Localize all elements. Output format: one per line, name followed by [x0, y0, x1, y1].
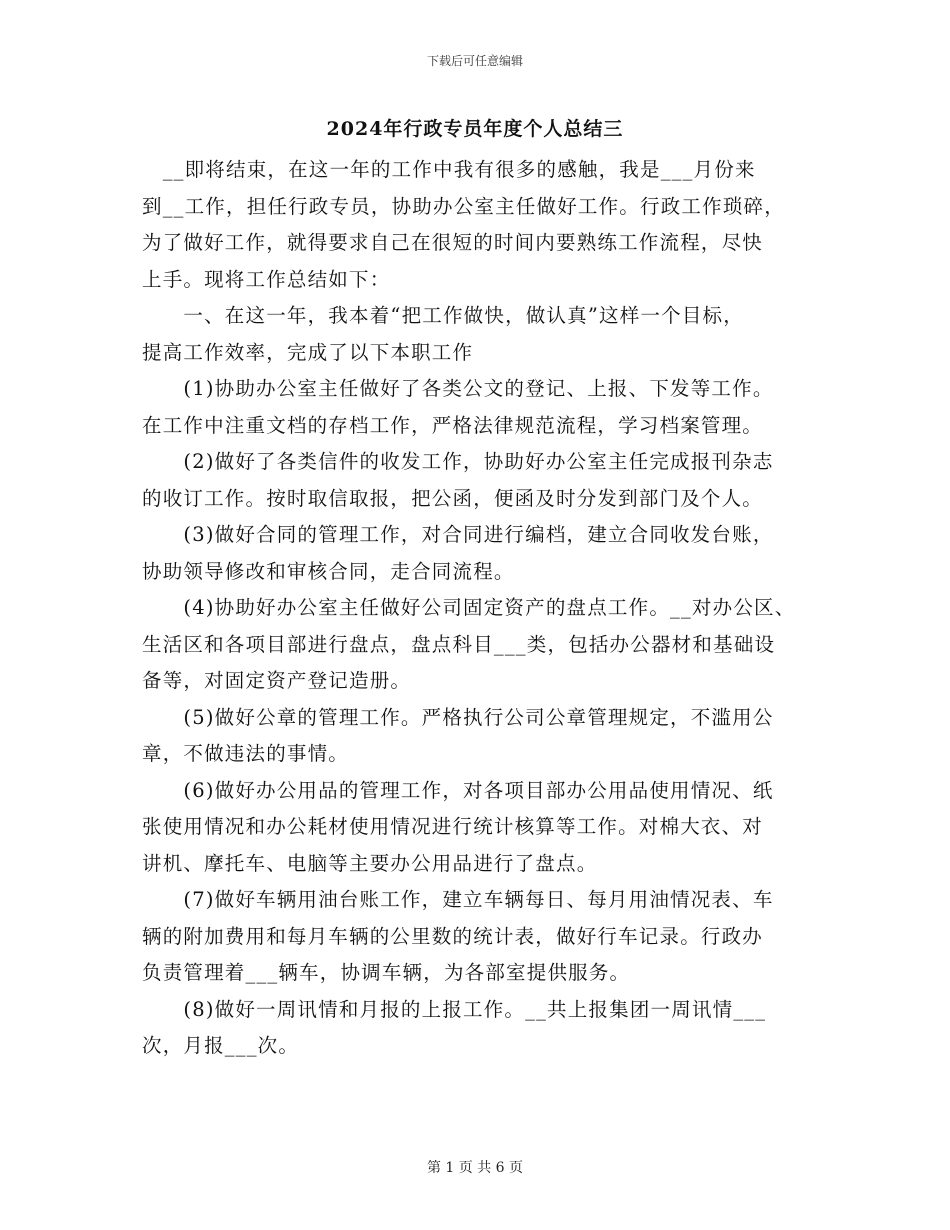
body-line: 讲机、摩托车、电脑等主要办公用品进行了盘点。	[142, 851, 598, 875]
body-line: (2)做好了各类信件的收发工作，协助好办公室主任完成报刊杂志	[142, 450, 774, 473]
body-line: 备等，对固定资产登记造册。	[142, 669, 412, 692]
body-line: 负责管理着___辆车，协调车辆，为各部室提供服务。	[142, 961, 631, 984]
body-line: (6)做好办公用品的管理工作，对各项目部办公用品使用情况、纸	[142, 778, 774, 802]
document-title: 2024年行政专员年度个人总结三	[326, 118, 624, 140]
body-line: 上手。现将工作总结如下：	[142, 267, 391, 291]
body-line: 为了做好工作，就得要求自己在很短的时间内要熟练工作流程，尽快	[142, 231, 764, 254]
body-line: 次，月报___次。	[142, 1034, 300, 1057]
body-line: (8)做好一周讯情和月报的上报工作。__共上报集团一周讯情___	[142, 997, 767, 1021]
body-line: __即将结束，在这一年的工作中我有很多的感触，我是___月份来	[142, 158, 756, 181]
body-line: 在工作中注重文档的存档工作，严格法律规范流程，学习档案管理。	[142, 413, 764, 437]
body-line: 到__工作，担任行政专员，协助办公室主任做好工作。行政工作琐碎，	[142, 194, 785, 218]
body-line: 协助领导修改和审核合同，走合同流程。	[142, 559, 515, 583]
body-line: (5)做好公章的管理工作。严格执行公司公章管理规定，不滥用公	[142, 705, 774, 729]
page-number: 第 1 页 共 6 页	[426, 1160, 524, 1176]
body-line: 生活区和各项目部进行盘点，盘点科目___类，包括办公器材和基础设	[142, 632, 776, 656]
body-line: (1)协助办公室主任做好了各类公文的登记、上报、下发等工作。	[142, 377, 774, 400]
body-line: 的收订工作。按时取信取报，把公函，便函及时分发到部门及个人。	[142, 486, 764, 510]
body-line: (4)协助好办公室主任做好公司固定资产的盘点工作。__对办公区、	[142, 596, 796, 619]
document-body	[142, 152, 822, 1065]
body-line: 章，不做违法的事情。	[142, 742, 350, 765]
body-line: 提高工作效率，完成了以下本职工作	[142, 340, 474, 364]
body-line: 一、在这一年，我本着“把工作做快，做认真”这样一个目标，	[142, 304, 744, 327]
body-line: 张使用情况和办公耗材使用情况进行统计核算等工作。对棉大衣、对	[142, 815, 764, 838]
header-note: 下载后可任意编辑	[426, 54, 523, 68]
body-line: (7)做好车辆用油台账工作，建立车辆每日、每月用油情况表、车	[142, 888, 774, 911]
body-line: (3)做好合同的管理工作，对合同进行编档，建立合同收发台账，	[142, 523, 774, 546]
body-line: 辆的附加费用和每月车辆的公里数的统计表，做好行车记录。行政办	[142, 924, 764, 948]
